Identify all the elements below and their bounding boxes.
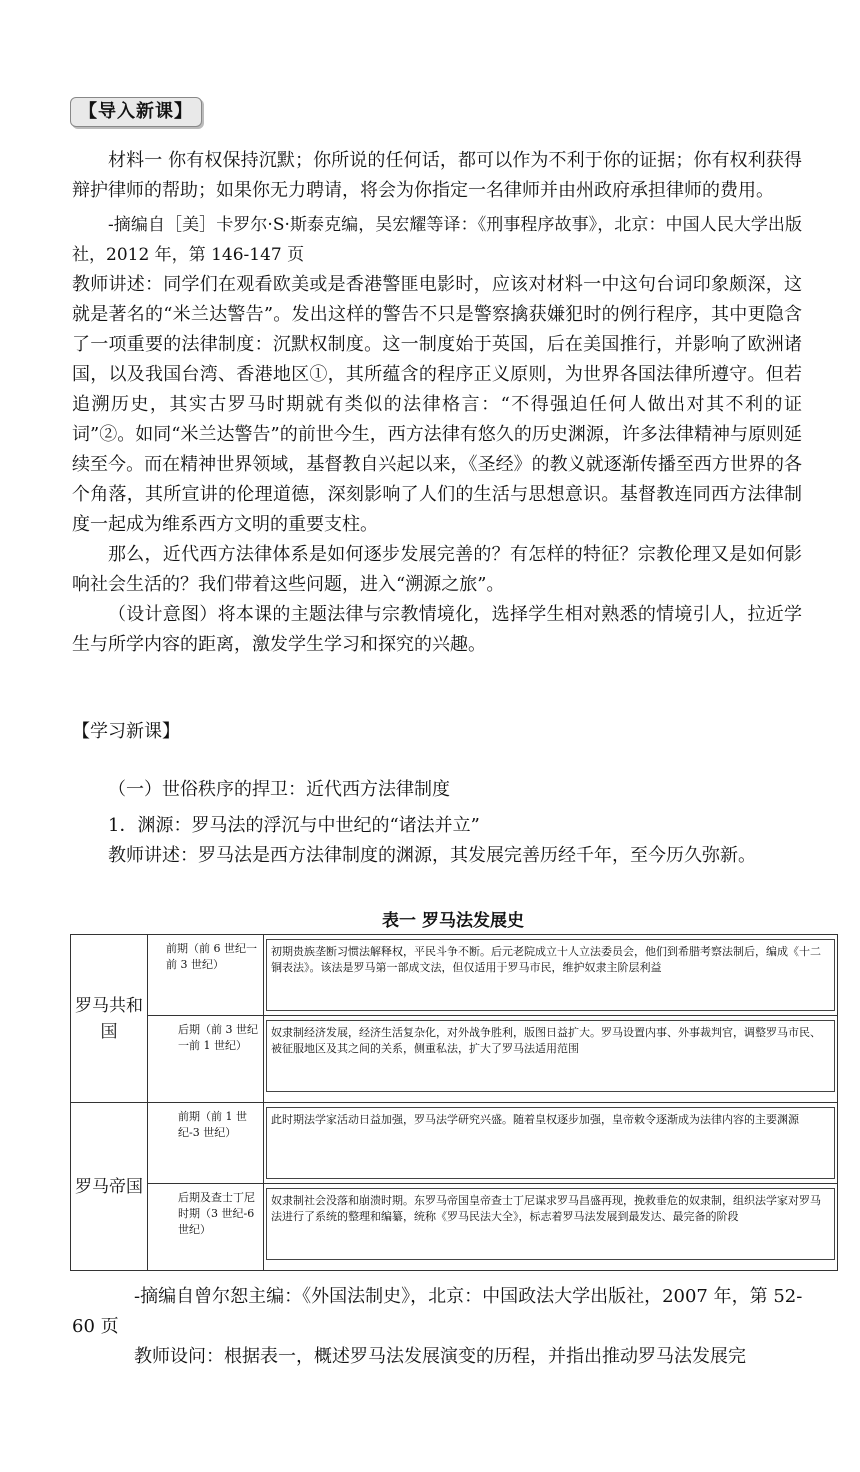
section-one — [72, 775, 802, 871]
period-label: 后期（前 3 世纪一前 1 世纪） — [178, 1023, 258, 1052]
table-row — [71, 1184, 838, 1271]
content-cell — [264, 935, 838, 1016]
section-title: （一）世俗秩序的捍卫：近代西方法律制度 — [108, 779, 450, 800]
content-text: 初期贵族垄断习惯法解释权，平民斗争不断。后元老院成立十人立法委员会，他们到希腊考察法制后，编成《十二铜表法》。该法是罗马第一部成文法，但仅适用于罗马市民，维护奴隶主阶层利益 — [266, 939, 835, 1011]
subsection-title: 1．渊源：罗马法的浮沉与中世纪的“诸法并立” — [108, 815, 480, 836]
bottom-section — [72, 1282, 812, 1372]
table-source-citation: -摘编自曾尔恕主编：《外国法制史》，北京：中国政法大学出版社，2007 年，第 52-60 页 — [72, 1286, 803, 1337]
era-cell: 罗马共和国 — [71, 935, 148, 1103]
learn-heading: 【学习新课】 — [72, 721, 180, 742]
period-label: 前期（前 1 世纪-3 世纪） — [178, 1110, 247, 1139]
content-text: 奴隶制经济发展，经济生活复杂化，对外战争胜利，版图日益扩大。罗马设置内事、外事裁判官，调整罗马市民、被征服地区及其之间的关系，侧重私法，扩大了罗马法适用范围 — [266, 1020, 835, 1092]
content-cell — [264, 1103, 838, 1184]
teacher-narration-paragraph: 教师讲述：同学们在观看欧美或是香港警匪电影时，应该对材料一中这句台词印象颇深，这就是著名的“米兰达警告”。发出这样的警告不只是警察擒获嫌犯时的例行程序，其中更隐含了一项重要的法律制度：沉默权制度。这一制度始于英国，后在美国推行，并影响了欧洲诸国，以及我国台湾、香港地区①，其所蕴含的程序正义原则，为世界各国法律所遵守。但若追溯历史，其实古罗马时期就有类似的法律格言：“不得强迫任何人做出对其不利的证词”②。如同“米兰达警告”的前世今生，西方法律有悠久的历史渊源，许多法律精神与原则延续至今。而在精神世界领域，基督教自兴起以来，《圣经》的教义就逐渐传播至西方世界的各个角落，其所宣讲的伦理道德，深刻影响了人们的生活与思想意识。基督教连同西方法律制度一起成为维系西方文明的重要支柱。 — [72, 274, 802, 535]
material-one-paragraph: 材料一 你有权保持沉默；你所说的任何话，都可以作为不利于你的证据；你有权利获得辩护律师的帮助；如果你无力聘请，将会为你指定一名律师并由州政府承担律师的费用。 — [72, 150, 802, 201]
content-cell — [264, 1184, 838, 1271]
period-cell — [148, 1184, 264, 1271]
intro-section — [72, 146, 802, 660]
period-label: 前期（前 6 世纪一前 3 世纪） — [166, 942, 257, 971]
table-row — [71, 1103, 838, 1184]
source-citation: -摘编自［美］卡罗尔·S·斯泰克编，吴宏耀等译：《刑事程序故事》，北京：中国人民大学出版社，2012 年，第 146-147 页 — [72, 215, 802, 265]
intro-heading: 【导入新课】 — [70, 97, 202, 127]
content-text: 此时期法学家活动日益加强，罗马法学研究兴盛。随着皇权逐步加强，皇帝敕令逐渐成为法律内容的主要渊源 — [266, 1107, 835, 1179]
table-title: 表一 罗马法发展史 — [382, 911, 524, 931]
period-cell — [148, 935, 264, 1016]
period-cell — [148, 1103, 264, 1184]
question-paragraph: 那么，近代西方法律体系是如何逐步发展完善的？有怎样的特征？宗教伦理又是如何影响社会生活的？我们带着这些问题，进入“溯源之旅”。 — [72, 544, 802, 595]
content-text: 奴隶制社会没落和崩溃时期。东罗马帝国皇帝查士丁尼谋求罗马昌盛再现，挽救垂危的奴隶制，组织法学家对罗马法进行了系统的整理和编纂，统称《罗马民法大全》，标志着罗马法发展到最发达、最完备的阶段 — [266, 1188, 835, 1260]
design-intent-paragraph: （设计意图）将本课的主题法律与宗教情境化，选择学生相对熟悉的情境引人，拉近学生与所学内容的距离，激发学生学习和探究的兴趣。 — [72, 604, 802, 655]
content-cell — [264, 1016, 838, 1103]
table-row — [71, 1016, 838, 1103]
teacher-question: 教师设问：根据表一，概述罗马法发展演变的历程，并指出推动罗马法发展完 — [134, 1346, 746, 1367]
teacher-narration-roman-law: 教师讲述：罗马法是西方法律制度的渊源，其发展完善历经千年，至今历久弥新。 — [108, 845, 756, 866]
roman-law-table — [70, 934, 838, 1271]
era-cell: 罗马帝国 — [71, 1103, 148, 1271]
table-row — [71, 935, 838, 1016]
period-label: 后期及查士丁尼时期（3 世纪-6 世纪） — [178, 1191, 255, 1236]
period-cell — [148, 1016, 264, 1103]
